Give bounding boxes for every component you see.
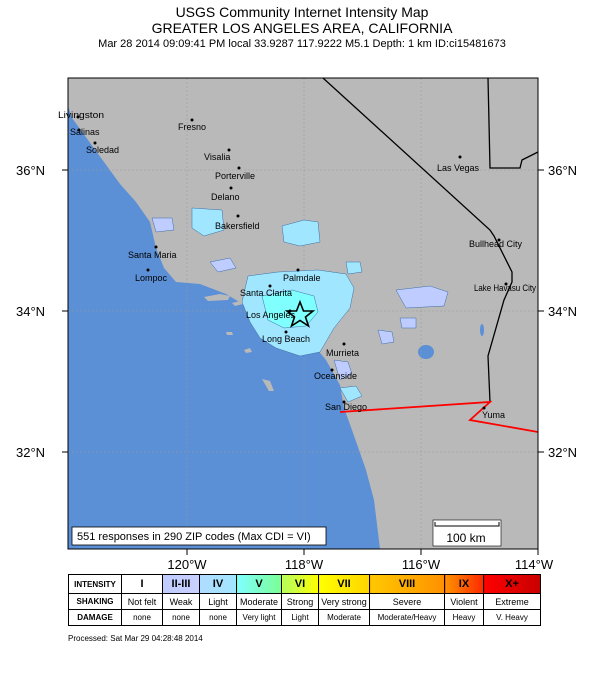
shaking-cell: Moderate xyxy=(237,594,282,610)
lake xyxy=(480,324,484,336)
city-label: Salinas xyxy=(70,127,100,137)
lat-label-left: 34°N xyxy=(16,304,46,319)
legend-row-label: SHAKING xyxy=(69,594,122,610)
event-info: Mar 28 2014 09:09:41 PM local 33.9287 117.9222 M5.1 Depth: 1 km ID:ci15481673 xyxy=(98,38,506,50)
lat-label-left: 36°N xyxy=(16,163,46,178)
shaking-cell: Very strong xyxy=(319,594,370,610)
intensity-cell: VII xyxy=(319,575,370,594)
city-label: Bakersfield xyxy=(215,221,260,231)
shaking-cell: Severe xyxy=(370,594,445,610)
city-label: Lake Havasu City xyxy=(474,283,537,293)
response-summary: 551 responses in 290 ZIP codes (Max CDI = VI) xyxy=(77,531,311,543)
legend-row-label: INTENSITY xyxy=(69,575,122,594)
damage-cell: V. Heavy xyxy=(484,610,541,626)
city-label: Porterville xyxy=(215,171,256,181)
city-label: Bullhead City xyxy=(469,239,523,249)
lon-label: 114°W xyxy=(514,557,554,570)
shaking-cell: Not felt xyxy=(122,594,163,610)
city-label: San Diego xyxy=(325,402,368,412)
map-title: USGS Community Internet Intensity Map xyxy=(175,4,429,20)
shaking-cell: Extreme xyxy=(484,594,541,610)
city-label: Las Vegas xyxy=(437,163,480,173)
lon-label: 116°W xyxy=(401,557,441,570)
damage-cell: none xyxy=(200,610,237,626)
lon-label: 118°W xyxy=(284,557,324,570)
city-label: Oceanside xyxy=(314,371,358,381)
lat-label-left: 32°N xyxy=(16,445,46,460)
damage-cell: Moderate xyxy=(319,610,370,626)
city-label: Yuma xyxy=(482,410,506,420)
city-label: Los Angeles xyxy=(246,310,296,320)
shaking-cell: Strong xyxy=(282,594,319,610)
damage-cell: none xyxy=(122,610,163,626)
shaking-cell: Violent xyxy=(445,594,484,610)
legend-row-label: DAMAGE xyxy=(69,610,122,626)
intensity-legend xyxy=(68,574,541,626)
city-label: Soledad xyxy=(86,145,120,155)
intensity-cell: VI xyxy=(282,575,319,594)
city-label: Delano xyxy=(211,192,240,202)
damage-cell: Heavy xyxy=(445,610,484,626)
lat-label-right: 32°N xyxy=(548,445,578,460)
lat-label-right: 36°N xyxy=(548,163,578,178)
city-label: Long Beach xyxy=(262,334,311,344)
shaking-cell: Light xyxy=(200,594,237,610)
scale-bar-label: 100 km xyxy=(446,531,486,545)
shaking-cell: Weak xyxy=(163,594,200,610)
region-title: GREATER LOS ANGELES AREA, CALIFORNIA xyxy=(151,20,453,36)
salton-sea xyxy=(418,345,434,359)
processed-timestamp: Processed: Sat Mar 29 04:28:48 2014 xyxy=(68,634,203,643)
city-label: Fresno xyxy=(178,122,207,132)
city-label: Santa Maria xyxy=(128,250,177,260)
lon-label: 120°W xyxy=(167,557,207,570)
damage-cell: Moderate/Heavy xyxy=(370,610,445,626)
lat-label-right: 34°N xyxy=(548,304,578,319)
city-label: Visalia xyxy=(204,152,231,162)
city-label: Santa Clarita xyxy=(240,288,293,298)
intensity-cell: I xyxy=(122,575,163,594)
city-label: Murrieta xyxy=(326,348,360,358)
damage-cell: none xyxy=(163,610,200,626)
city-label: Lompoc xyxy=(135,273,168,283)
intensity-cell: II-III xyxy=(163,575,200,594)
intensity-cell: VIII xyxy=(370,575,445,594)
intensity-cell: IV xyxy=(200,575,237,594)
intensity-cell: IX xyxy=(445,575,484,594)
damage-cell: Very light xyxy=(237,610,282,626)
damage-cell: Light xyxy=(282,610,319,626)
intensity-cell: X+ xyxy=(484,575,541,594)
city-label: Livingston xyxy=(58,110,104,120)
city-label: Palmdale xyxy=(283,273,321,283)
intensity-cell: V xyxy=(237,575,282,594)
